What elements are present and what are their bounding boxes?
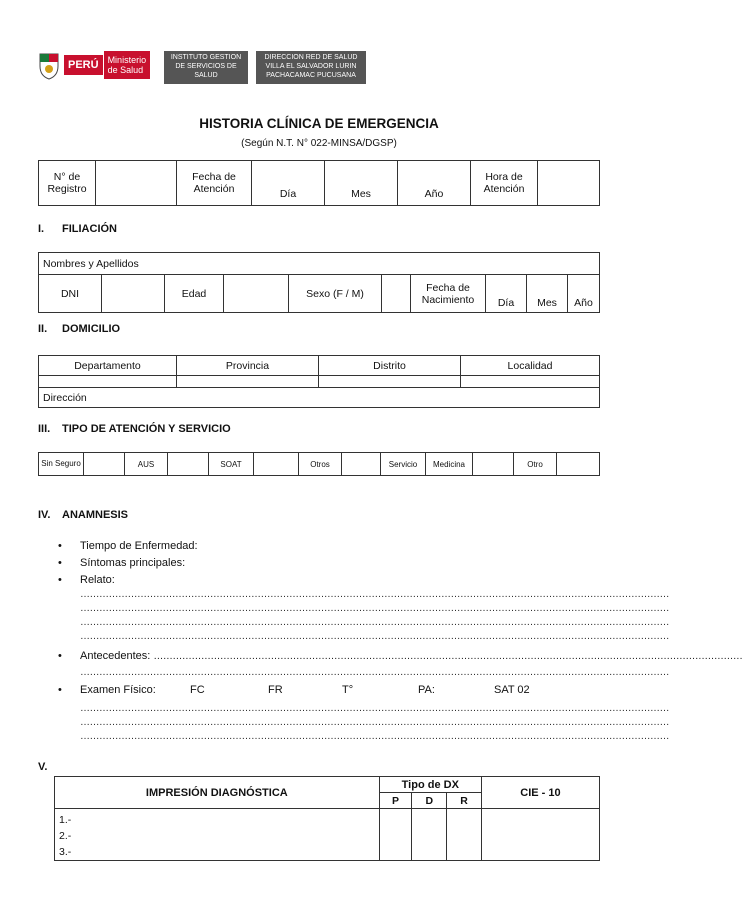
list-item [58,557,198,574]
fc-label: FC [190,684,205,696]
servicio-label: Servicio [381,453,426,476]
mes-label: Mes [325,183,398,206]
dni-label: DNI [39,275,102,313]
nombres-label: Nombres y Apellidos [39,253,600,275]
fecha-nac-label: Fecha de Nacimiento [411,275,486,313]
otros-label: Otros [299,453,342,476]
departamento-input[interactable] [39,376,177,388]
hora-atencion-label: Hora de Atención [471,161,538,206]
list-item [58,540,198,557]
sexo-input[interactable] [382,275,411,313]
departamento-label: Departamento [39,356,177,376]
nac-anio-input[interactable] [568,275,600,294]
fr-label: FR [268,684,283,696]
provincia-label: Provincia [177,356,319,376]
domicilio-table [38,355,600,408]
diagnostico-item-3: 3.- [59,846,72,858]
pa-label: PA: [418,684,435,696]
soat-checkbox[interactable] [254,453,299,476]
page-title: HISTORIA CLÍNICA DE EMERGENCIA [199,116,439,131]
sin-seguro-checkbox[interactable] [84,453,125,476]
nac-mes-input[interactable] [527,275,568,294]
dia-input[interactable] [252,161,325,183]
sin-seguro-label: Sin Seguro [39,453,84,476]
header-box-instituto: INSTITUTO GESTION DE SERVICIOS DE SALUD [164,51,248,84]
bullet-icon: • [58,684,62,696]
nac-dia-input[interactable] [486,275,527,294]
antecedentes-item [58,650,742,667]
section-v-heading: V. [38,761,48,773]
d-header: D [412,793,447,809]
diagnostico-table [54,776,600,861]
section-domicilio-heading: II. DOMICILIO [38,323,121,335]
soat-label: SOAT [209,453,254,476]
r-input[interactable] [447,809,482,861]
examen-item [58,684,600,701]
edad-input[interactable] [224,275,289,313]
p-header: P [379,793,412,809]
sintomas-label: Síntomas principales: [80,557,186,569]
diagnostico-item-2: 2.- [59,830,72,842]
anio-input[interactable] [398,161,471,183]
nac-mes-label: Mes [527,294,568,313]
relato-label: Relato: [80,574,115,586]
cie-header: CIE - 10 [481,777,599,809]
cie-input[interactable] [481,809,599,861]
antecedentes-lines[interactable]: …………………………………………………………………………………………………………………………………………………………………… [80,667,669,678]
section-atencion-heading: III. TIPO DE ATENCIÓN Y SERVICIO [38,423,231,435]
page-subtitle: (Según N.T. N° 022-MINSA/DGSP) [241,138,397,149]
registro-table [38,160,600,206]
aus-checkbox[interactable] [168,453,209,476]
anamnesis-list [58,540,198,591]
bullet-icon: • [58,574,62,586]
medicina-label: Medicina [426,453,473,476]
brand-country: PERÚ [64,55,103,75]
header-box-direccion: DIRECCION RED DE SALUD VILLA EL SALVADOR LURIN PACHACAMAC PUCUSANA [256,51,366,84]
anio-label: Año [398,183,471,206]
localidad-label: Localidad [461,356,600,376]
fecha-atencion-label: Fecha de Atención [177,161,252,206]
section-anamnesis-heading: IV. ANAMNESIS [38,509,129,521]
distrito-input[interactable] [319,376,461,388]
tipo-dx-header: Tipo de DX [379,777,481,793]
distrito-label: Distrito [319,356,461,376]
minsa-logo [38,48,158,82]
brand-ministry: Ministerio de Salud [104,51,151,79]
d-input[interactable] [412,809,447,861]
registro-input[interactable] [96,161,177,206]
nac-dia-label: Día [486,294,527,313]
coat-of-arms-icon [38,50,60,80]
r-header: R [447,793,482,809]
diagnostico-item-1: 1.- [59,814,72,826]
bullet-icon: • [58,650,62,662]
provincia-input[interactable] [177,376,319,388]
examen-lines[interactable]: …………………………………………………………………………………………………………………………………………………………………… …………………………………………………………………………………………………………………………………………………………………… …………………………………………………………………………………………………………………………………………………………………… [80,703,669,742]
bullet-icon: • [58,557,62,569]
bullet-icon: • [58,540,62,552]
relato-lines[interactable]: …………………………………………………………………………………………………………………………………………………………………… …………………………………………………………………………………………………………………………………………………………………… …………………………………………………………………………………………………………………………………………………………………… …………………………………………………………………………………………………………………………………………………………………… [80,589,669,642]
antecedentes-line[interactable]: …………………………………………………………………………………………………………………………………………………………………… [153,651,742,662]
nac-anio-label: Año [568,294,600,313]
localidad-input[interactable] [461,376,600,388]
p-input[interactable] [379,809,412,861]
otros-checkbox[interactable] [342,453,381,476]
mes-input[interactable] [325,161,398,183]
otro-checkbox[interactable] [557,453,600,476]
sat-label: SAT 02 [494,684,530,696]
otro-label: Otro [514,453,557,476]
temp-label: T° [342,684,354,696]
antecedentes-label: Antecedentes: [80,650,151,662]
examen-label: Examen Físico: [80,684,156,696]
medicina-checkbox[interactable] [473,453,514,476]
edad-label: Edad [165,275,224,313]
filiacion-table [38,252,600,313]
direccion-label: Dirección [39,388,600,408]
impresion-header: IMPRESIÓN DIAGNÓSTICA [55,777,380,809]
registro-label: N° de Registro [39,161,96,206]
atencion-table [38,452,600,476]
diagnostico-items[interactable] [55,809,380,861]
dia-label: Día [252,183,325,206]
aus-label: AUS [125,453,168,476]
hora-atencion-input[interactable] [538,161,600,206]
tiempo-label: Tiempo de Enfermedad: [80,540,198,552]
dni-input[interactable] [102,275,165,313]
sexo-label: Sexo (F / M) [289,275,382,313]
section-filiacion-heading: I. FILIACIÓN [38,223,117,235]
